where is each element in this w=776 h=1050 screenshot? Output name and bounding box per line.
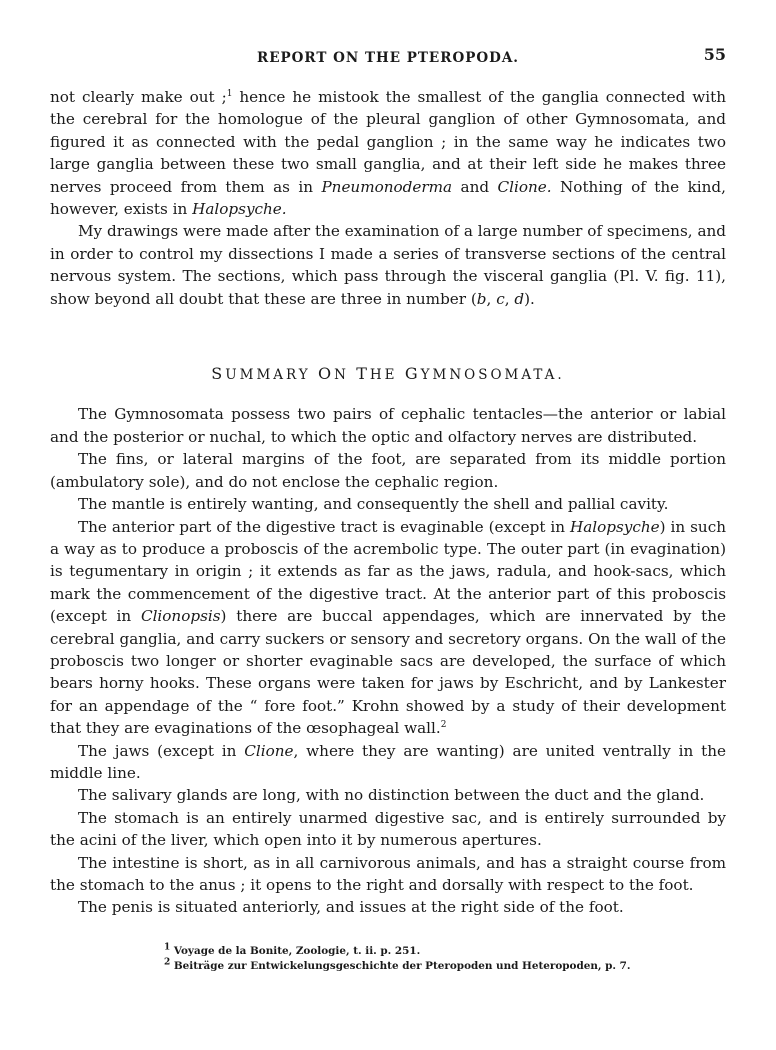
paragraph — [50, 852, 726, 897]
italic-term: Clione — [244, 741, 294, 760]
text-run: The mantle is entirely wanting, and consequently the shell and pallial cavity. — [78, 495, 669, 514]
text-run: hence he mistook the smallest of the ganglia connected with the cerebral for the homologue of the pleural ganglion of other Gymnosomata, and figured it as connected with the pedal ganglion ; in the same way he indicates two large ganglia between these two small ganglia, and at their left side he makes three nerves proceed from them as in — [50, 88, 726, 196]
italic-term: Halopsyche — [569, 517, 660, 536]
footnotes — [164, 944, 684, 974]
heading-initial-cap: T — [356, 364, 370, 384]
footnote-ref: 2 — [440, 720, 447, 731]
footnote — [164, 959, 684, 974]
text-run: , — [486, 289, 497, 308]
page-number: 55 — [703, 45, 726, 64]
paragraph — [50, 493, 726, 515]
italic-term: Pneumonoderma — [321, 177, 453, 196]
text-run: The salivary glands are long, with no distinction between the duct and the gland. — [78, 786, 705, 805]
text-run: The anterior part of the digestive tract is evaginable (except in — [78, 517, 570, 536]
heading-word-rest: HE — [369, 367, 405, 384]
heading-word-rest: UMMARY — [225, 367, 318, 384]
italic-term: Clionopsis — [140, 607, 221, 626]
italic-term: Clione. — [497, 177, 552, 196]
heading-word-rest: YMNOSOMATA. — [420, 367, 565, 384]
heading-initial-cap: S — [211, 364, 226, 384]
text-run: The stomach is an entirely unarmed digestive sac, and is entirely surrounded by the acini of the liver, which open into it by numerous apertures. — [50, 808, 726, 850]
paragraph — [50, 807, 726, 852]
footnote-marker: 1 — [164, 942, 171, 953]
heading-word-rest: N — [334, 367, 357, 384]
section-heading-text — [211, 364, 565, 384]
text-run: ). — [524, 289, 535, 308]
italic-term: Halopsyche. — [192, 200, 287, 219]
text-run: not clearly make out ; — [50, 88, 227, 106]
text-run: The Gymnosomata possess two pairs of cephalic tentacles—the anterior or labial and the posterior or nuchal, to which the optic and olfactory nerves are distributed. — [50, 405, 726, 446]
paragraph — [50, 448, 726, 493]
body-text — [50, 86, 726, 919]
paragraph — [50, 86, 726, 220]
footnote-text: Beiträge zur Entwickelungsgeschichte der Pteropoden und Heteropoden, p. 7. — [170, 960, 631, 972]
text-run: , where they are wanting) are united ventrally in the middle line. — [50, 741, 726, 782]
text-run: ) in such a way as to produce a proboscis of the acrembolic type. The outer part (in evagination) is tegumentary in origin ; it extends as far as the jaws, radula, and hook-sacs, which mark the commencement of the digestive tract. At the anterior part of this proboscis (except in — [50, 517, 726, 626]
italic-term: b — [476, 289, 487, 308]
text-run: , — [504, 289, 515, 308]
paragraph — [50, 896, 726, 918]
text-run: The intestine is short, as in all carnivorous animals, and has a straight course from the stomach to the anus ; it opens to the right and dorsally with respect to the foot. — [50, 853, 726, 894]
italic-term: d — [514, 289, 525, 308]
footnote — [164, 944, 684, 959]
paragraph — [50, 403, 726, 448]
footnote-marker: 2 — [164, 957, 171, 968]
heading-initial-cap: G — [404, 364, 421, 384]
text-run: The fins, or lateral margins of the foot, are separated from its middle portion (ambulatory sole), and do not enclose the cephalic region. — [50, 450, 726, 491]
paragraph — [50, 740, 726, 785]
text-run: Nothing of the kind, however, exists in — [50, 177, 726, 219]
intro-section — [50, 86, 726, 310]
text-run: The jaws (except in — [78, 741, 245, 760]
section-heading — [50, 363, 726, 386]
paragraph — [50, 784, 726, 806]
text-run: and — [452, 177, 498, 196]
text-run: The penis is situated anteriorly, and issues at the right side of the foot. — [78, 898, 624, 917]
running-head: REPORT ON THE PTEROPODA. — [257, 50, 519, 66]
paragraph — [50, 220, 726, 310]
paragraph — [50, 516, 726, 740]
summary-section — [50, 403, 726, 918]
text-run: ) there are buccal appendages, which are innervated by the cerebral ganglia, and carry suckers or sensory and secretory organs. On the wall of the proboscis two longer or shorter evaginable sacs are developed, the surface of which bears horny hooks. These organs were taken for jaws by Eschricht, and by Lankester for an appendage of the “ fore foot.” Krohn showed by a study of their development that they are evaginations of the œsophageal wall. — [50, 607, 726, 738]
italic-term: c — [496, 289, 505, 308]
footnote-ref: 1 — [226, 88, 233, 99]
footnote-text: Voyage de la Bonite, Zoologie, t. ii. p. 251. — [170, 945, 421, 957]
text-run: My drawings were made after the examination of a large number of specimens, and in order to control my dissections I made a series of transverse sections of the central nervous system. The sections, which pass through the visceral ganglia (Pl. V. fig. 11), show beyond all doubt that these are three in number ( — [50, 222, 726, 308]
heading-initial-cap: O — [318, 364, 335, 384]
